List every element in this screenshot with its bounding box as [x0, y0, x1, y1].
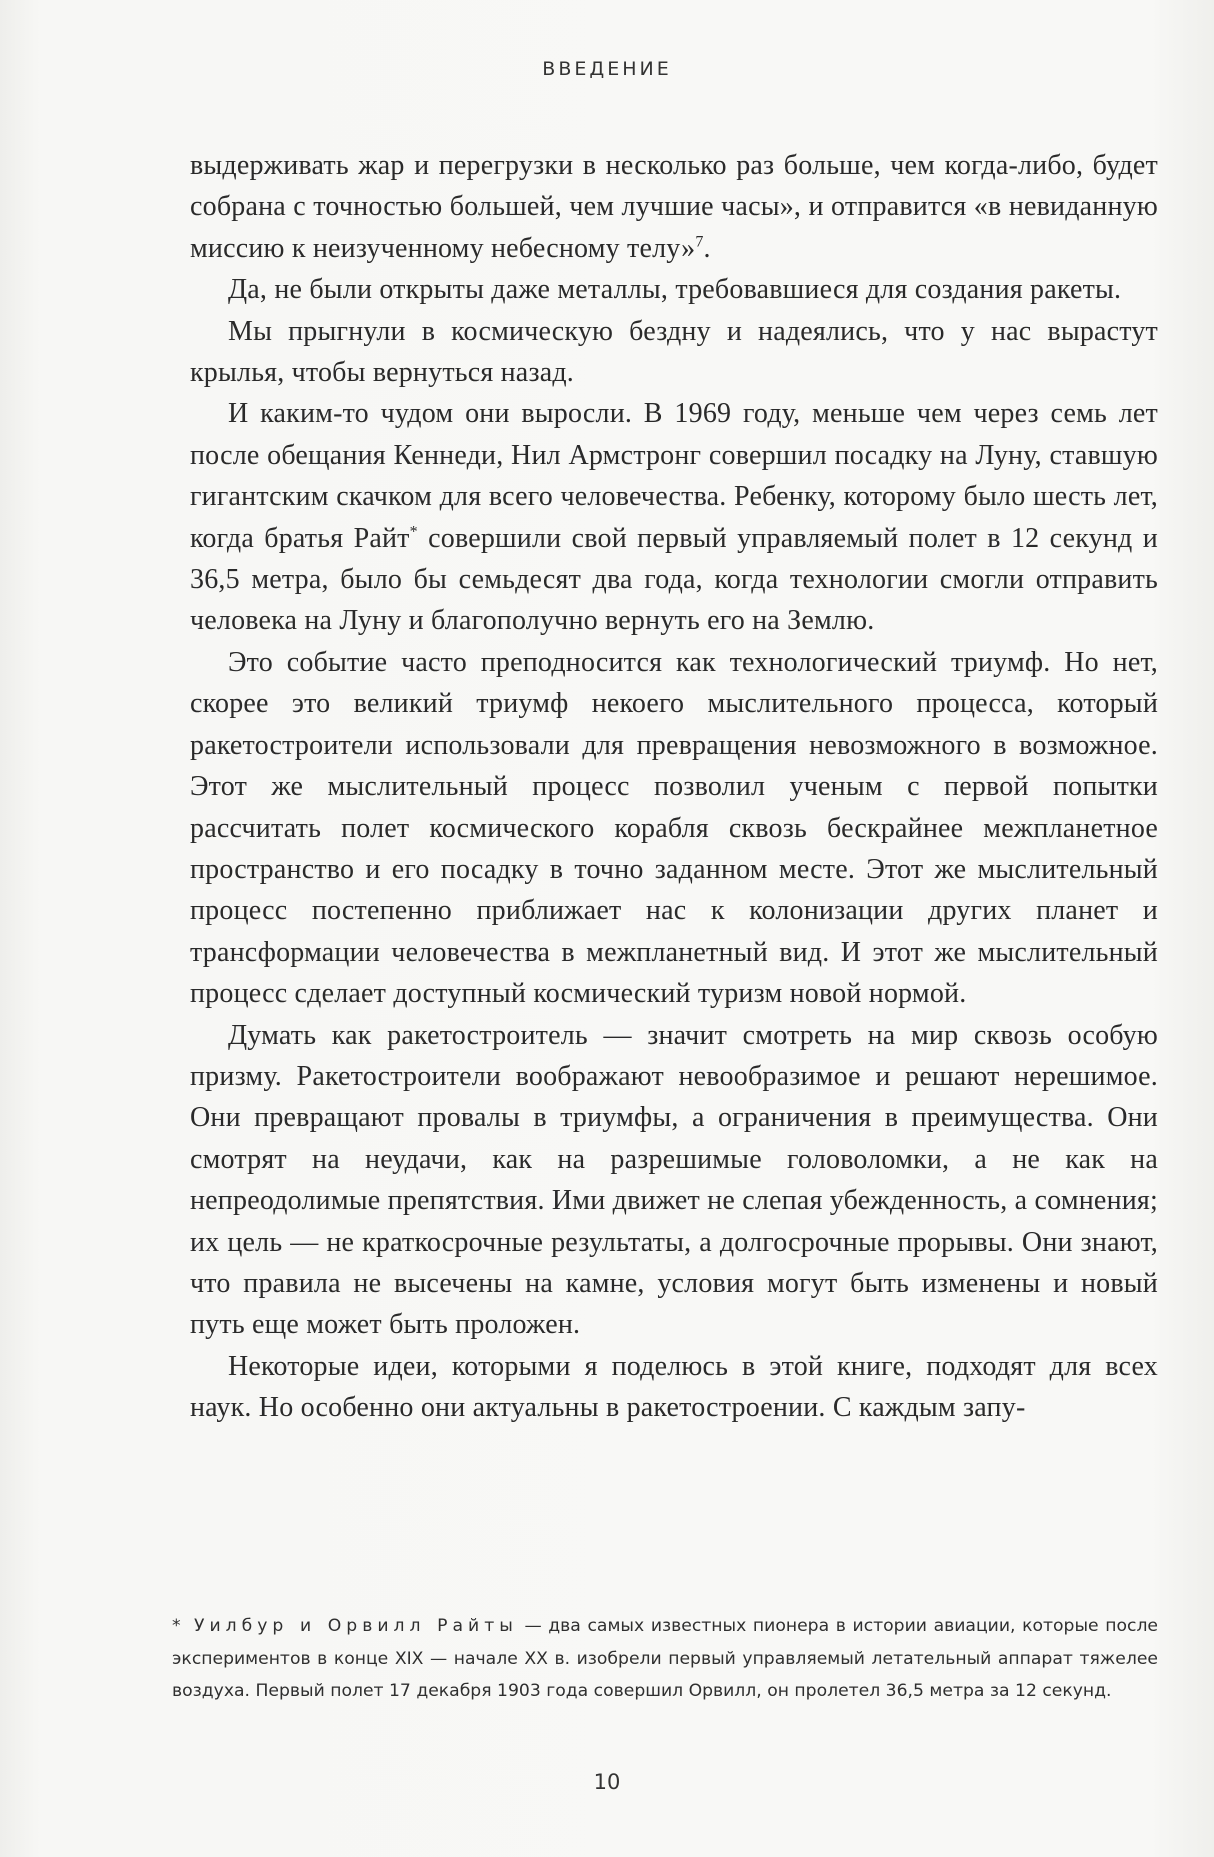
- paragraph: Да, не были открыты даже металлы, требовавшиеся для создания ракеты.: [228, 274, 1122, 306]
- footnote-text: — два самых известных пионера в истории авиации, которые после экспериментов в конце XIX — начале XX в. изобрели первый управляемый летательный аппарат тяжелее воздуха. Первый полет 17 декабря 1903 года совершил Орвилл, он пролетел 36,5 метра за 12 секунд.: [172, 1616, 1158, 1701]
- paragraph: Думать как ракетостроитель — значит смотреть на мир сквозь особую призму. Ракетостроители воображают невообразимое и решают нерешимое. Они превращают провалы в триумфы, а ограничения в преимущества. Они смотрят на неудачи, как на разрешимые головоломки, а не как на непреодолимые препятствия. Ими движет не слепая убежденность, а сомнения; их цель — не краткосрочные результаты, а долгосрочные прорывы. Они знают, что правила не высечены на камне, условия могут быть изменены и новый путь еще может быть проложен.: [190, 1019, 1158, 1341]
- footnote-name: Уилбур и Орвилл Райты: [194, 1616, 518, 1636]
- paragraph: [190, 393, 1158, 641]
- paragraph-tail: .: [703, 232, 711, 264]
- paragraph: Мы прыгнули в космическую бездну и надеялись, что у нас вырастут крылья, чтобы вернуться назад.: [190, 315, 1158, 389]
- paragraph: [190, 145, 1158, 269]
- footnote: [172, 1610, 1158, 1708]
- running-header: ВВЕДЕНИЕ: [542, 58, 672, 80]
- page-number: 10: [593, 1770, 621, 1794]
- endnote-ref: 7: [695, 233, 704, 251]
- main-text: [190, 145, 1158, 1429]
- paragraph-text: выдерживать жар и перегрузки в несколько раз больше, чем когда-либо, будет собрана с точностью большей, чем лучшие часы», и отправится «в невиданную миссию к неизученному небесному телу»: [190, 150, 1158, 264]
- footnote-marker: *: [172, 1616, 181, 1636]
- paragraph-text: И каким-то чудом они выросли. В 1969 году, меньше чем через семь лет после обещания Кеннеди, Нил Армстронг совершил посадку на Луну, ставшую гигантским скачком для всего человечества. Ребенку, которому было шесть лет, когда братья Райт: [190, 398, 1158, 554]
- paragraph: Некоторые идеи, которыми я поделюсь в этой книге, подходят для всех наук. Но особенно они актуальны в ракетостроении. С каждым запу-: [190, 1350, 1158, 1424]
- paragraph: Это событие часто преподносится как технологический триумф. Но нет, скорее это великий триумф некоего мыслительного процесса, который ракетостроители использовали для превращения невозможного в возможное. Этот же мыслительный процесс позволил ученым с первой попытки рассчитать полет космического корабля сквозь бескрайнее межпланетное пространство и его посадку в точно заданном месте. Этот же мыслительный процесс постепенно приближает нас к колонизации других планет и трансформации человечества в межпланетный вид. И этот же мыслительный процесс сделает доступный космический туризм новой нормой.: [190, 646, 1158, 1010]
- paragraph-tail: совершили свой первый управляемый полет в 12 секунд и 36,5 метра, было бы семьдесят два года, когда технологии смогли отправить человека на Луну и благополучно вернуть его на Землю.: [190, 522, 1158, 637]
- footnote-ref: *: [409, 523, 418, 541]
